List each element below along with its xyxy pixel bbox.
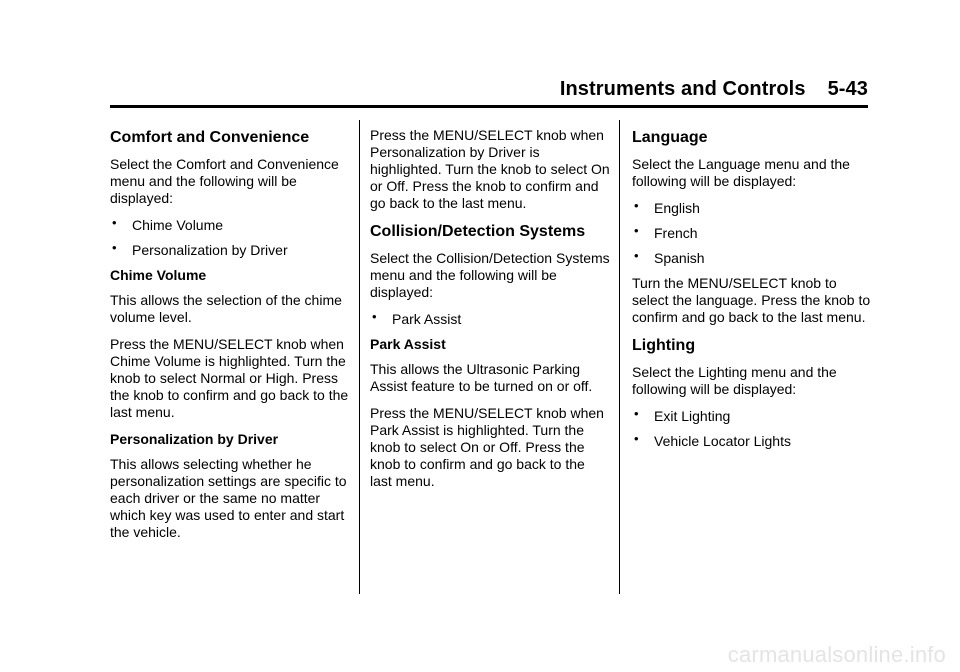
subheading-personalization: Personalization by Driver	[110, 431, 279, 447]
bullet-icon: •	[634, 198, 639, 213]
page-header	[560, 78, 868, 101]
list-item: • Park Assist	[372, 309, 462, 327]
header-title: Instruments and Controls	[559, 78, 806, 100]
subheading-park-assist: Park Assist	[370, 336, 446, 352]
personalization-instructions: Press the MENU/SELECT knob when Personalization by Driver is highlighted. Turn the knob to select On or Off. Press the knob to confirm and go back to the last menu.	[370, 127, 610, 211]
language-intro: Select the Language menu and the following will be displayed:	[632, 156, 850, 189]
section-heading-lighting: Lighting	[632, 337, 696, 354]
collision-intro: Select the Collision/Detection Systems menu and the following will be displayed:	[370, 250, 610, 300]
watermark: carmanualsonline.info	[727, 642, 946, 667]
subheading-chime-volume: Chime Volume	[110, 267, 207, 283]
park-assist-desc: This allows the Ultrasonic Parking Assist feature to be turned on or off.	[370, 361, 593, 394]
bullet-icon: •	[634, 248, 639, 263]
lighting-intro: Select the Lighting menu and the following will be displayed:	[632, 364, 837, 397]
bullet-icon: •	[634, 431, 639, 446]
list-item: • Spanish	[634, 248, 705, 266]
collision-bullet-list	[370, 311, 610, 328]
list-item: • English	[634, 198, 700, 216]
chime-volume-instructions: Press the MENU/SELECT knob when Chime Volume is highlighted. Turn the knob to select Normal or High. Press the knob to confirm and go back to the last menu.	[110, 336, 349, 420]
comfort-bullet-list	[110, 217, 350, 259]
list-item: • Chime Volume	[112, 215, 224, 233]
bullet-icon: •	[634, 223, 639, 238]
bullet-icon: •	[372, 309, 377, 324]
page-number: 5-43	[827, 78, 868, 100]
section-heading-language: Language	[632, 129, 708, 146]
column-divider-2	[619, 120, 620, 594]
column-3	[632, 128, 872, 458]
comfort-intro: Select the Comfort and Convenience menu and the following will be displayed:	[110, 156, 339, 206]
lighting-bullet-list	[632, 408, 872, 450]
chime-volume-desc: This allows the selection of the chime volume level.	[110, 292, 342, 325]
list-item: • Exit Lighting	[634, 406, 731, 424]
header-rule	[110, 105, 868, 108]
park-assist-instructions: Press the MENU/SELECT knob when Park Assist is highlighted. Turn the knob to select On or Off. Press the knob to confirm and go back to the last menu.	[370, 405, 604, 489]
bullet-icon: •	[112, 240, 117, 255]
list-item: • Personalization by Driver	[112, 240, 288, 258]
section-heading-collision: Collision/Detection Systems	[370, 223, 586, 240]
list-item: • Vehicle Locator Lights	[634, 431, 791, 449]
language-instructions: Turn the MENU/SELECT knob to select the language. Press the knob to confirm and go back to the last menu.	[632, 275, 871, 325]
list-item: • French	[634, 223, 698, 241]
column-2	[370, 127, 610, 500]
bullet-icon: •	[112, 215, 117, 230]
personalization-desc: This allows selecting whether he personalization settings are specific to each driver or the same no matter which key was used to enter and start the vehicle.	[110, 456, 347, 540]
bullet-icon: •	[634, 406, 639, 421]
language-bullet-list	[632, 200, 872, 267]
column-divider-1	[359, 120, 360, 594]
column-1	[110, 128, 350, 551]
section-heading-comfort: Comfort and Convenience	[110, 129, 310, 146]
